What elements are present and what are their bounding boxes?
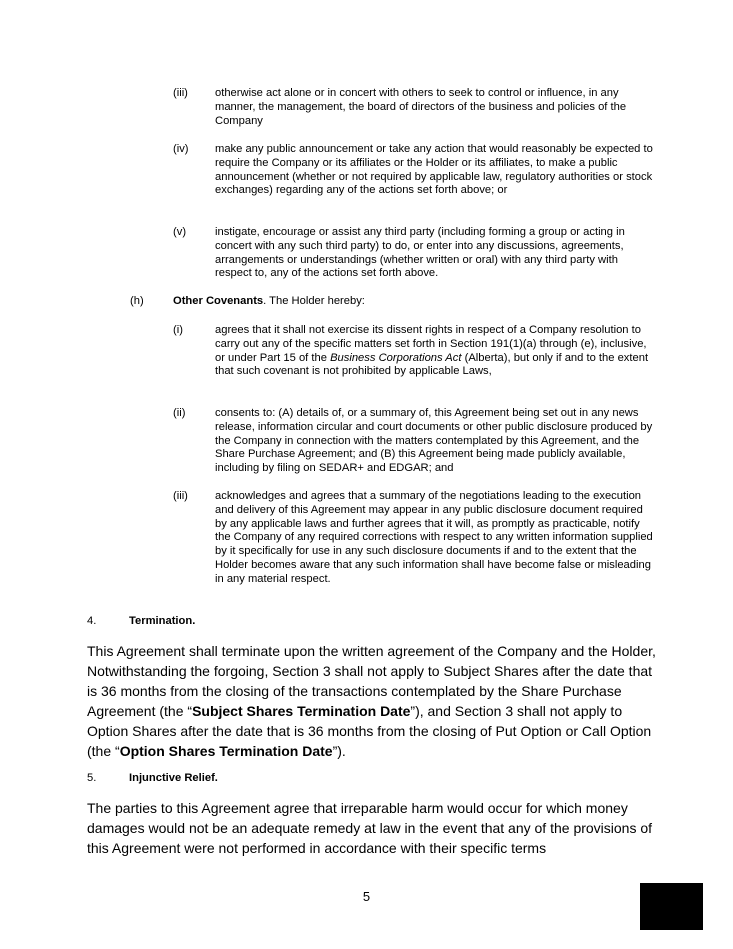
item-number: (iv) <box>173 143 189 155</box>
item-text: make any public announcement or take any action that would reasonably be expected to require the Company or its affiliates or the Holder or its affiliates, to make a public announcement (whether or not required by applicable law, regulatory authorities or stock exchanges) regarding any of the actions set forth above; or <box>215 143 653 197</box>
subsection-number: (h) <box>130 295 144 307</box>
item-text: consents to: (A) details of, or a summary of, this Agreement being set out in any news release, information circular and court documents or other public disclosure produced by the Company in connection with the matters contemplated by this Agreement, and the Share Purchase Agreement; and (B) this Agreement being made publicly available, including by filing on SEDAR+ and EDGAR; and <box>215 407 653 475</box>
paragraph-text: ”). <box>332 743 346 759</box>
subsection-intro: . The Holder hereby: <box>263 295 365 307</box>
paragraph-text: ”), and Section 3 shall not apply to Option Shares after the date that is 36 months from the closing of Put Option or Call Option (the “ <box>87 703 652 759</box>
section-title: Termination. <box>129 615 196 627</box>
section-title: Injunctive Relief. <box>129 772 218 784</box>
defined-term: Option Shares Termination Date <box>119 743 333 759</box>
item-number: (i) <box>173 324 183 336</box>
item-text-part: agrees that it shall not exercise its dissent rights in respect of a Company resolution to carry out any of the specific matters set forth in Section 191(1)(a) through (e), inclusive, or under Part 15 of the <box>215 324 647 364</box>
item-text: instigate, encourage or assist any third party (including forming a group or acting in concert with any such third party) to do, or enter into any discussions, agreements, arrangements or understandings (whether written or oral) with any third party with respect to, any of the actions set forth above. <box>215 226 625 280</box>
redaction-box <box>640 883 703 930</box>
item-text-part: (Alberta), but only if and to the extent that such covenant is not prohibited by applicable Laws, <box>215 351 649 378</box>
paragraph-text: This Agreement shall terminate upon the written agreement of the Company and the Holder, Notwithstanding the forgoing, Section 3 shall not apply to Subject Shares after the date that is 36 months from the closing of the transactions contemplated by the Share Purchase Agreement (the “ <box>87 643 656 719</box>
defined-term: Subject Shares Termination Date <box>192 703 411 719</box>
subsection-heading <box>173 295 365 309</box>
injunctive-relief-paragraph: The parties to this Agreement agree that irreparable harm would occur for which money damages would not be an adequate remedy at law in the event that any of the provisions of this Agreement were not performed in accordance with their specific terms <box>87 800 653 856</box>
item-number: (v) <box>173 226 187 238</box>
item-text: otherwise act alone or in concert with others to seek to control or influence, in any manner, the management, the board of directors of the business and policies of the Company <box>215 87 627 127</box>
section-number: 5. <box>87 772 97 784</box>
item-number: (iii) <box>173 490 188 502</box>
item-text: acknowledges and agrees that a summary of the negotiations leading to the execution and delivery of this Agreement may appear in any public disclosure document required by any applicable laws and further agrees that it will, as promptly as practicable, notify the Company of any required corrections with respect to any written information supplied by it specifically for use in any such disclosure documents if and to the extent that the Holder becomes aware that any such information shall have become false or misleading in any material respect. <box>215 490 653 585</box>
subsection-title: Other Covenants <box>173 295 264 307</box>
section-heading-injunctive-relief <box>87 772 218 784</box>
statute-name: Business Corporations Act <box>330 351 462 364</box>
termination-paragraph <box>87 641 657 761</box>
section-number: 4. <box>87 615 97 627</box>
item-number: (iii) <box>173 87 188 99</box>
item-text <box>215 324 653 379</box>
page-number: 5 <box>362 889 371 904</box>
item-number: (ii) <box>173 407 186 419</box>
section-heading-termination <box>87 615 195 627</box>
